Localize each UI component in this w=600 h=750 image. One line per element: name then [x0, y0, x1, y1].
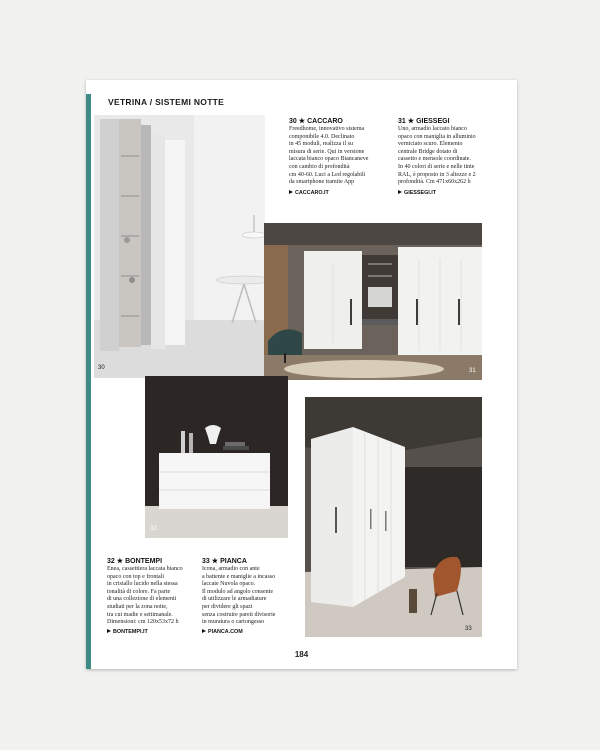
heading-30-number: 30 [289, 118, 297, 125]
photo-number-31: 31 [469, 368, 476, 374]
body-31-line: RAL, è proposto in 3 altezze e 2 [398, 171, 476, 178]
photo-number-30: 30 [98, 365, 105, 371]
body-31-line: In 40 colori di serie e nelle tinte [398, 163, 475, 170]
website-link-31[interactable] [398, 190, 436, 196]
photo-32 [145, 376, 288, 538]
body-30-line: da smartphone tramite App [289, 179, 355, 186]
heading-31 [398, 117, 450, 125]
page-number: 184 [294, 650, 309, 659]
star-icon: ★ [211, 558, 219, 565]
photo-32-image [145, 376, 288, 538]
body-30-line: Freedhome, innovativo sistema [289, 126, 365, 132]
star-icon: ★ [407, 118, 415, 125]
website-link-30-text: CACCARO.IT [295, 190, 329, 196]
body-31-line: verniciato scuro. Elemento [398, 141, 463, 148]
heading-32-number: 32 [107, 558, 115, 565]
heading-30-brand: CACCARO [307, 118, 343, 125]
heading-33-number: 33 [202, 558, 210, 565]
body-30-line: cm 40-60. Luci a Led regolabili [289, 171, 366, 178]
body-33-line: in muratura o cartongesso [202, 619, 265, 626]
section-title: VETRINA / SISTEMI NOTTE [108, 97, 225, 107]
body-33-line: per dividere gli spazi [202, 603, 253, 610]
body-31-line: Uno, armadio laccato bianco [398, 126, 467, 132]
body-33-line: senza costruire pareti divisorie [202, 611, 276, 618]
accent-bar [86, 94, 91, 669]
body-30-line: misura di serie. Qui in versione [289, 148, 365, 155]
photo-31 [264, 223, 482, 380]
body-31 [398, 126, 476, 187]
body-33-line: a battente e maniglie a incasso [202, 573, 276, 580]
website-link-32[interactable] [107, 629, 148, 635]
website-link-31-text: GIESSEGI.IT [404, 190, 437, 196]
body-32-line: Dimensioni: cm 120x53x72 h [107, 619, 179, 626]
website-link-33-text: PIANCA.COM [208, 629, 243, 635]
arrow-icon [202, 629, 206, 633]
body-30-line: con cambio di profondità [289, 163, 350, 170]
body-32-line: studiati per la zona notte, [107, 603, 168, 610]
body-32-line: in cristallo lucido nella stessa [107, 581, 178, 588]
arrow-icon [398, 190, 402, 194]
heading-30 [289, 117, 343, 125]
body-30-line: componibile 4.0. Declinato [289, 133, 355, 140]
arrow-icon [107, 629, 111, 633]
arrow-icon [289, 190, 293, 194]
heading-33 [202, 557, 247, 565]
photo-33 [305, 397, 482, 637]
body-31-line: profondità. Cm 471x60x262 h [398, 179, 471, 186]
star-icon: ★ [298, 118, 306, 125]
body-31-line: opaco con maniglia in alluminio [398, 133, 476, 140]
website-link-30[interactable] [289, 190, 329, 196]
photo-30-image [94, 115, 265, 378]
website-link-32-text: BONTEMPI.IT [113, 629, 148, 635]
body-33-line: laccate Nuvola opaco. [202, 581, 256, 588]
heading-32 [107, 557, 162, 565]
heading-32-brand: BONTEMPI [125, 558, 163, 565]
body-32-line: tonalità di colore. Fa parte [107, 588, 171, 595]
body-30 [289, 126, 368, 187]
website-link-33[interactable] [202, 629, 243, 635]
photo-33-image [305, 397, 482, 637]
heading-33-brand: PIANCA [220, 558, 247, 565]
body-31-line: cassetto e mensole coordinate. [398, 156, 471, 163]
body-32 [107, 566, 183, 627]
star-icon: ★ [116, 558, 124, 565]
photo-30 [94, 115, 265, 378]
body-33-line: di utilizzare le armadiature [202, 596, 267, 603]
body-33 [202, 566, 275, 627]
body-33-line: Icona, armadio con ante [202, 566, 260, 572]
body-32-line: Enea, cassettiera laccata bianco [107, 566, 183, 572]
body-32-line: tra cui madie e settimanale. [107, 611, 173, 618]
body-30-line: in 45 moduli, realizza il su [289, 141, 353, 148]
photo-number-33: 33 [465, 626, 472, 632]
heading-31-number: 31 [398, 118, 406, 125]
photo-31-image [264, 223, 482, 380]
magazine-page [86, 80, 517, 669]
body-30-line: laccata bianco opaco Biancaneve [289, 156, 369, 163]
body-33-line: Il modulo ad angolo consente [202, 588, 273, 595]
body-32-line: di una collezione di elementi [107, 596, 177, 603]
photo-number-32: 32 [150, 526, 157, 532]
body-31-line: centrale Bridge dotato di [398, 148, 458, 155]
body-32-line: opaco con top e frontali [107, 573, 164, 580]
heading-31-brand: GIESSEGI [416, 118, 450, 125]
